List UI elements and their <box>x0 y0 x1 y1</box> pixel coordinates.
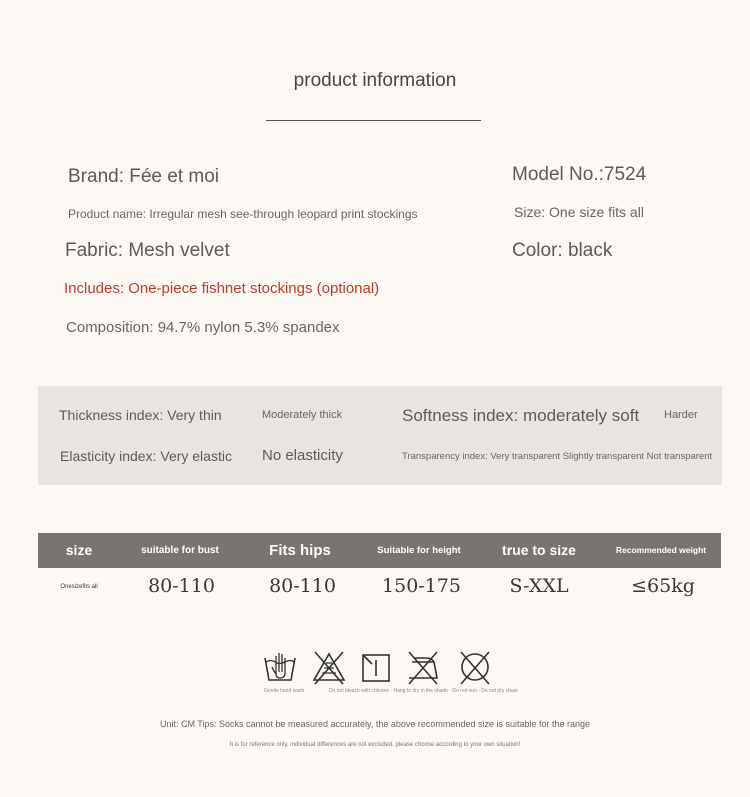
softness-alt: Harder <box>664 409 698 421</box>
thickness-index: Thickness index: Very thin <box>59 407 222 423</box>
size-table-header-cell: Suitable for height <box>377 545 461 556</box>
size-table-cell: ≤65kg <box>631 575 695 597</box>
includes-text: Includes: One-piece fishnet stockings (optional) <box>64 280 380 297</box>
softness-index: Softness index: moderately soft <box>402 406 640 425</box>
size-table-cell: 80-110 <box>148 575 215 597</box>
thickness-alt: Moderately thick <box>262 409 343 421</box>
size-table-cell: 150-175 <box>382 575 461 597</box>
no-iron-icon <box>406 648 440 686</box>
page-title: product information <box>293 70 457 91</box>
no-bleach-icon <box>312 648 346 686</box>
size-table-cell: Onesizefits all <box>60 584 98 590</box>
transparency-index: Transparency index: Very transparent Slightly transparent Not transparent <box>402 451 713 462</box>
model-number-text: Model No.:7524 <box>512 164 647 185</box>
fabric-text: Fabric: Mesh velvet <box>65 240 230 261</box>
composition-text: Composition: 94.7% nylon 5.3% spandex <box>66 319 340 336</box>
size-table-header-cell: suitable for bust <box>141 545 219 556</box>
elasticity-index: Elasticity index: Very elastic <box>60 448 232 464</box>
title-divider <box>266 120 481 121</box>
size-text: Size: One size fits all <box>514 204 644 220</box>
care-label: Do not bleach with chlorine · Hang to dry in the shade · Do not iron · Do not dry clean <box>329 688 518 694</box>
elasticity-alt: No elasticity <box>262 447 343 464</box>
hand-wash-icon <box>263 648 297 686</box>
size-table-cell: S-XXL <box>509 575 569 597</box>
brand-text: Brand: Fée et moi <box>68 166 220 187</box>
size-tips: Unit: CM Tips: Socks cannot be measured accurately, the above recommended size is suitable for the range <box>159 719 591 729</box>
care-label: Gentle hand wash <box>264 688 305 694</box>
size-table-cell: 80-110 <box>269 575 336 597</box>
shade-dry-icon <box>358 648 392 686</box>
product-name-text: Product name: Irregular mesh see-through leopard print stockings <box>68 207 418 221</box>
size-table-header-cell: Recommended weight <box>615 545 707 555</box>
size-table-header-cell: true to size <box>502 542 576 558</box>
color-text: Color: black <box>512 240 613 261</box>
size-table-header-cell: size <box>65 542 93 558</box>
size-table-header-cell: Fits hips <box>269 542 331 559</box>
no-dry-clean-icon <box>458 648 492 686</box>
size-note: It is for reference only, individual differences are not excluded, please choose according to your own situation! <box>229 742 521 748</box>
index-panel <box>38 386 722 485</box>
